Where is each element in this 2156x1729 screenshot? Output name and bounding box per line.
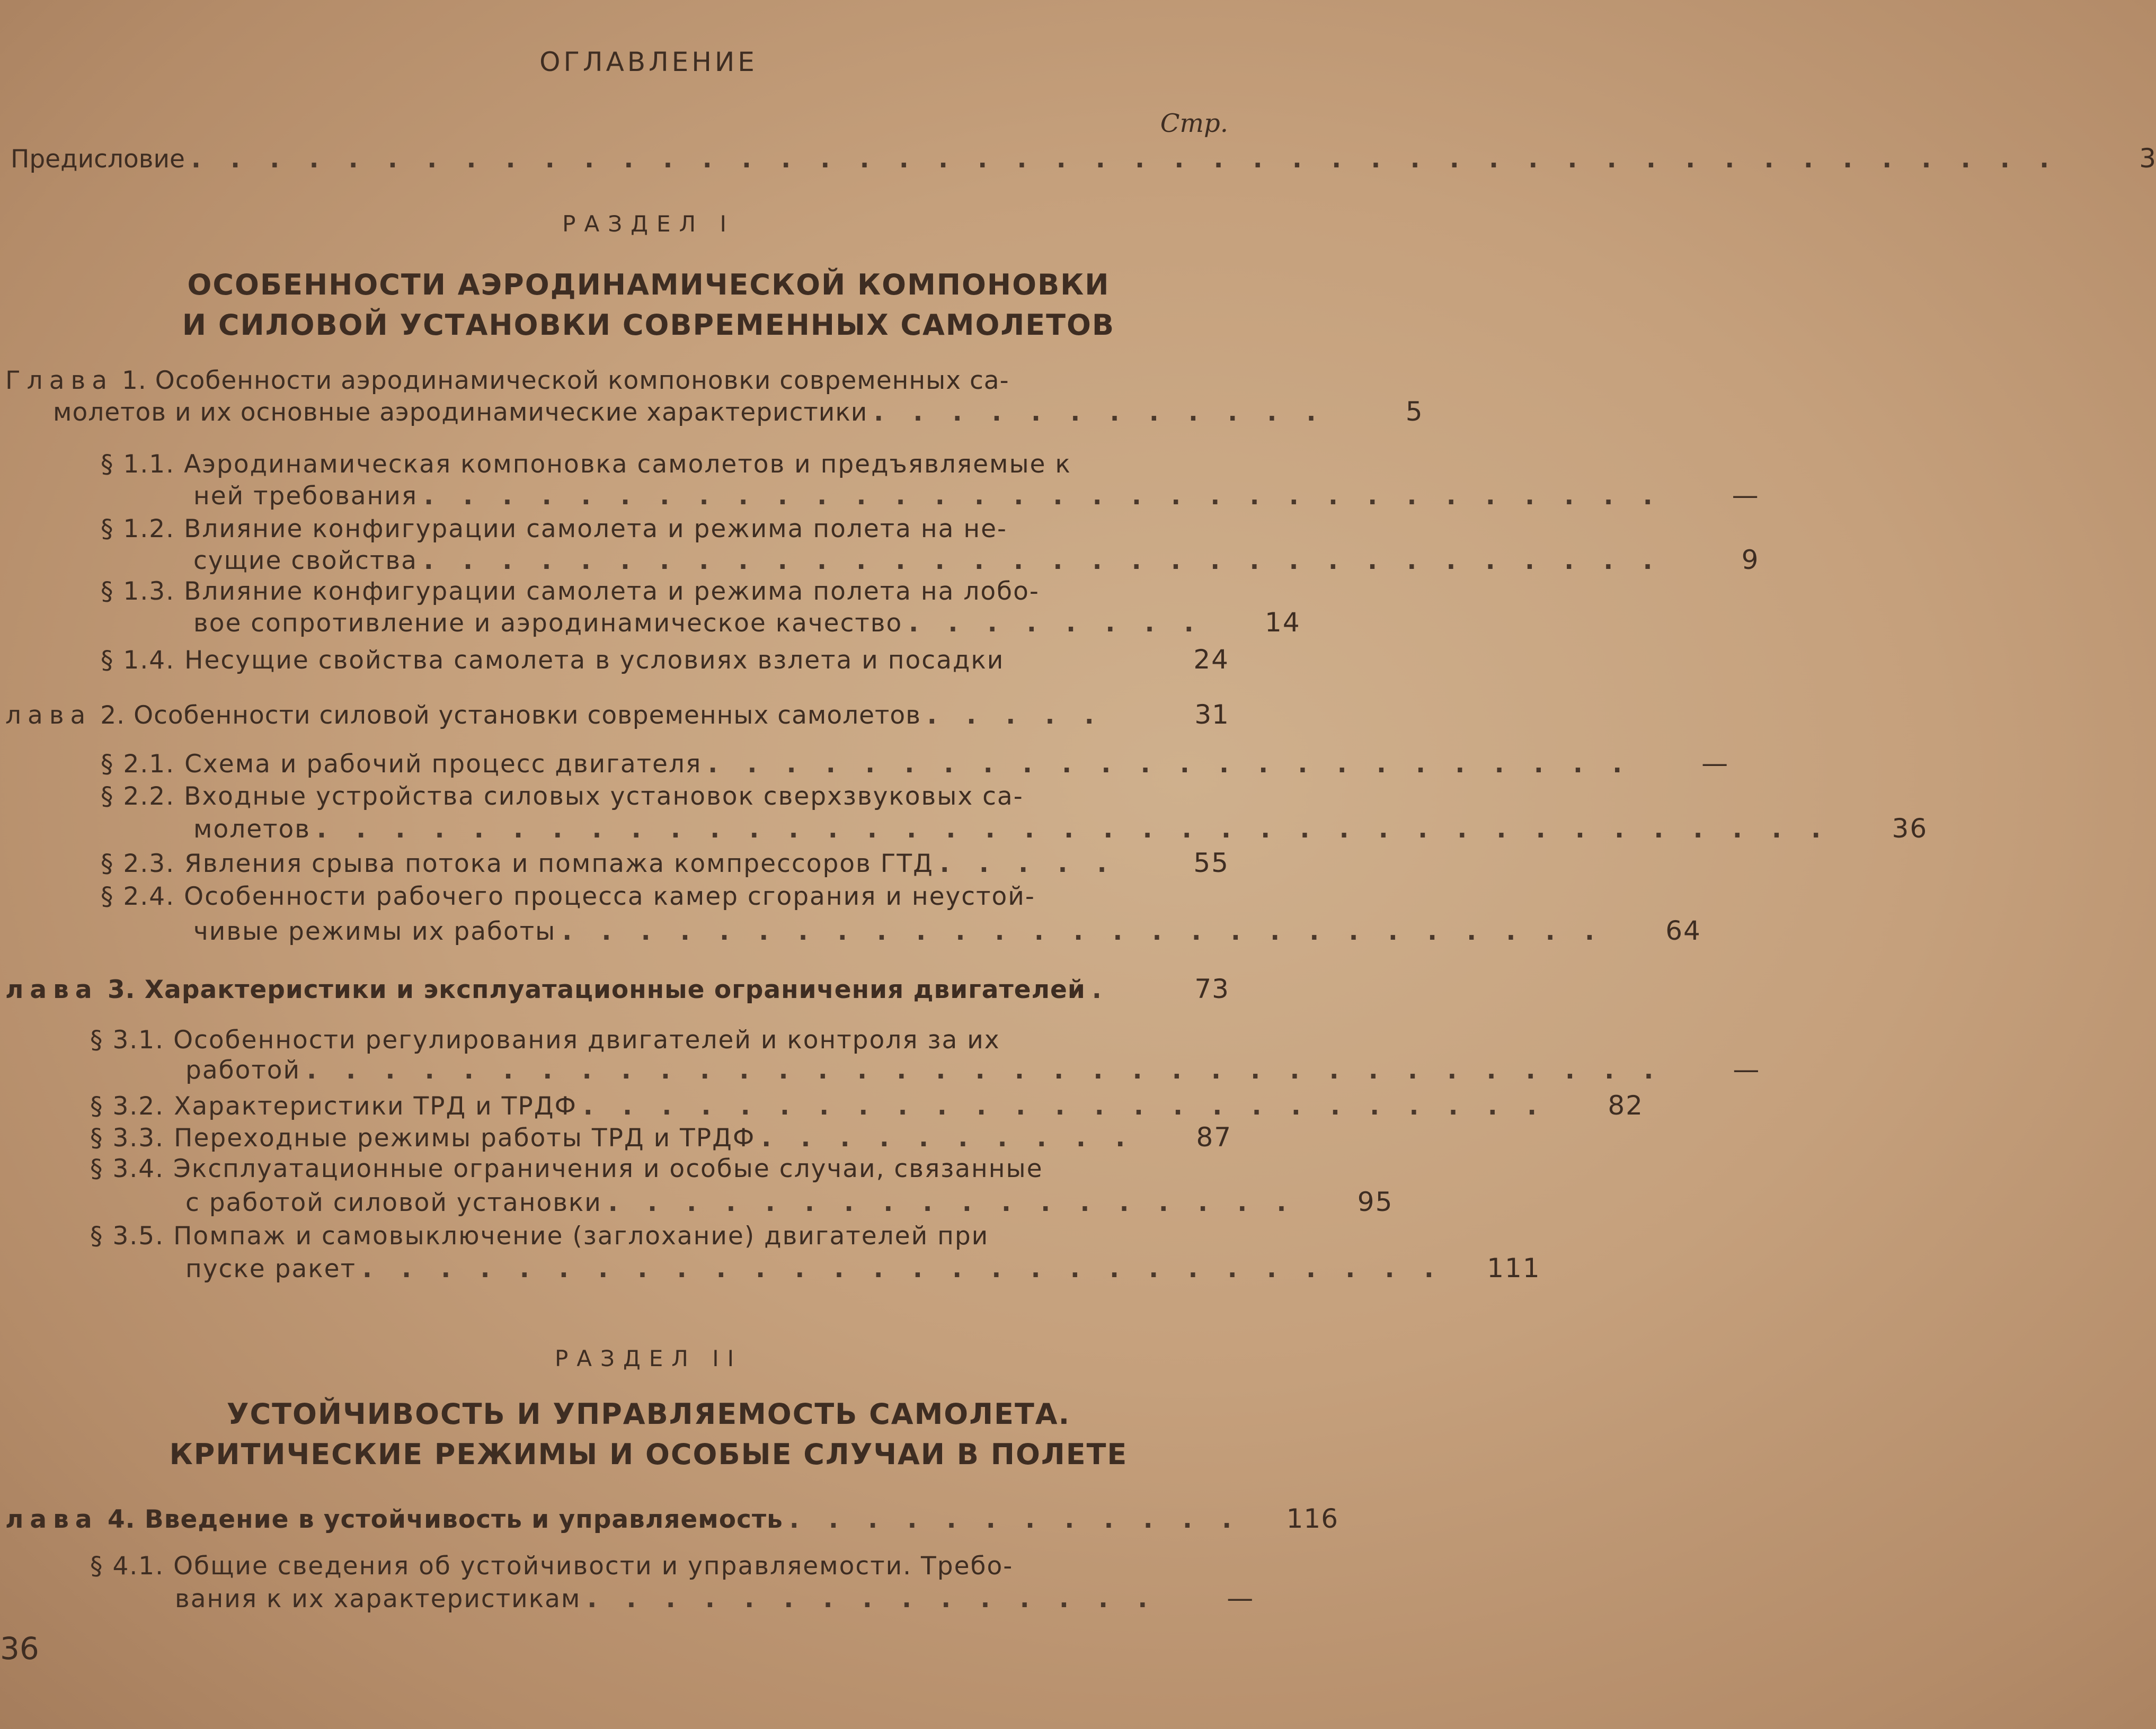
- page-number: 36: [0, 1630, 39, 1666]
- leader-dots: . . . . . . . . . . . . . . .: [587, 1584, 1158, 1614]
- section-title: [0, 1394, 1297, 1475]
- paragraph-number: § 2.2.: [101, 782, 175, 811]
- toc-paragraph-3-5-line2[interactable]: [185, 1253, 1541, 1285]
- paragraph-title: Особенности рабочего процесса камер сгорания и неустой-: [184, 882, 1035, 911]
- paragraph-title-cont: вания к их характеристикам: [175, 1584, 581, 1614]
- toc-paragraph-3-1-line2[interactable]: [185, 1054, 1761, 1086]
- paragraph-title: Общие сведения об устойчивости и управляемости. Требо-: [173, 1552, 1014, 1581]
- toc-entry-page: 95: [1357, 1187, 1394, 1217]
- paragraph-title: Эксплуатационные ограничения и особые случаи, связанные: [173, 1154, 1043, 1183]
- chapter-keyword: лава: [5, 975, 99, 1004]
- leader-dots: . . . . . . . . . . . . . . . . . . . . . . . . . . . . . . . .: [424, 482, 1663, 511]
- toc-entry-page: 73: [1194, 974, 1229, 1004]
- leader-dots: . . . . . . . .: [909, 609, 1204, 638]
- toc-paragraph-1-3-line2[interactable]: [193, 607, 1301, 639]
- toc-paragraph-3-1[interactable]: [90, 1025, 1000, 1056]
- paragraph-title: Схема и рабочий процесс двигателя: [184, 750, 702, 779]
- paragraph-number: § 1.4.: [101, 646, 175, 675]
- toc-entry-page: 55: [1193, 848, 1229, 878]
- toc-entry-page: 87: [1196, 1122, 1232, 1153]
- paragraph-number: § 1.2.: [101, 514, 175, 543]
- paragraph-number: § 3.5.: [90, 1222, 165, 1251]
- leader-dots: . . . . . . . . . . . . . . . . . . . . . . . . .: [583, 1092, 1547, 1121]
- paragraph-title-cont: молетов: [193, 815, 311, 844]
- toc-paragraph-1-1-line2[interactable]: [193, 480, 1760, 512]
- toc-entry-text: Предисловие: [11, 145, 185, 174]
- toc-entry-page: 31: [1194, 699, 1229, 730]
- leader-dots: . . . . .: [939, 849, 1117, 878]
- paragraph-number: § 1.1.: [101, 450, 175, 479]
- section-title-line: КРИТИЧЕСКИЕ РЕЖИМЫ И ОСОБЫЕ СЛУЧАИ В ПОЛЕТЕ: [169, 1438, 1128, 1471]
- toc-paragraph-2-4[interactable]: [101, 881, 1035, 912]
- section-title-line: И СИЛОВОЙ УСТАНОВКИ СОВРЕМЕННЫХ САМОЛЕТОВ: [182, 308, 1115, 342]
- toc-entry-page: —: [1227, 1583, 1255, 1614]
- section-title-line: ОСОБЕННОСТИ АЭРОДИНАМИЧЕСКОЙ КОМПОНОВКИ: [187, 268, 1110, 301]
- toc-entry-page: 116: [1286, 1503, 1339, 1534]
- page-title: ОГЛАВЛЕНИЕ: [539, 47, 758, 77]
- chapter-keyword: Глава: [5, 366, 114, 395]
- page-column-label: Стр.: [1160, 109, 1228, 138]
- toc-chapter-4[interactable]: [5, 1503, 1339, 1535]
- chapter-title-cont: молетов и их основные аэродинамические характеристики: [53, 398, 868, 427]
- toc-entry-page: 111: [1487, 1253, 1541, 1284]
- toc-chapter-3[interactable]: [5, 974, 1229, 1005]
- toc-entry-page: 24: [1193, 644, 1229, 675]
- toc-entry-page: 14: [1265, 607, 1301, 638]
- paragraph-title: Аэродинамическая компоновка самолетов и предъявляемые к: [184, 450, 1071, 479]
- paragraph-number: § 2.1.: [101, 750, 175, 779]
- paragraph-title-cont: с работой силовой установки: [185, 1188, 602, 1217]
- toc-chapter-1[interactable]: [5, 366, 1219, 396]
- toc-entry-page: —: [1733, 1054, 1761, 1085]
- toc-paragraph-3-4-line2[interactable]: [185, 1187, 1394, 1218]
- chapter-number: 3.: [98, 975, 136, 1004]
- toc-paragraph-2-2-line2[interactable]: [193, 813, 1928, 845]
- paragraph-title-cont: сущие свойства: [193, 546, 418, 575]
- chapter-number: 1.: [113, 366, 147, 395]
- toc-paragraph-3-4[interactable]: [90, 1154, 1043, 1184]
- paragraph-number: § 4.1.: [90, 1552, 165, 1581]
- paragraph-title-cont: вое сопротивление и аэродинамическое качество: [193, 609, 903, 638]
- chapter-title: Характеристики и эксплуатационные ограничения двигателей: [135, 975, 1086, 1004]
- toc-entry-page: 82: [1608, 1090, 1644, 1121]
- chapter-number: 4.: [98, 1505, 136, 1534]
- paragraph-title: Помпаж и самовыключение (заглохание) двигателей при: [173, 1222, 989, 1251]
- toc-paragraph-3-5[interactable]: [90, 1221, 989, 1252]
- chapter-number: 2.: [92, 701, 126, 730]
- toc-paragraph-1-3[interactable]: [101, 576, 1040, 607]
- paragraph-title: Характеристики ТРД и ТРДФ: [174, 1092, 577, 1121]
- toc-paragraph-1-2[interactable]: [101, 514, 1007, 545]
- chapter-title: Особенности аэродинамической компоновки современных са-: [146, 366, 1009, 395]
- leader-dots: . . . . . . . . . . . . . . . . . . . . . . . .: [708, 750, 1633, 779]
- chapter-keyword: лава: [5, 1505, 99, 1534]
- chapter-title: Введение в устойчивость и управляемость: [135, 1505, 783, 1534]
- paragraph-number: § 2.3.: [101, 849, 175, 878]
- paragraph-number: § 1.3.: [101, 577, 175, 606]
- leader-dots: . . . . . . . . . . . . . . . . . . . . . . . . . . . .: [362, 1254, 1444, 1284]
- leader-dots: . . . . . . . . . .: [761, 1124, 1136, 1153]
- paragraph-number: § 3.3.: [90, 1124, 165, 1153]
- paragraph-title-cont: чивые режимы их работы: [193, 917, 556, 946]
- toc-entry-page: —: [1701, 748, 1729, 779]
- toc-paragraph-2-3[interactable]: [101, 848, 1229, 879]
- paragraph-title: Переходные режимы работы ТРД и ТРДФ: [174, 1124, 756, 1153]
- leader-dots: . . . . . . . . . . . . . . . . . . . . . . . . . . . . . . . . . . . . . . .: [317, 815, 1832, 844]
- leader-dots: . . . . . . . . . . . . . . . . . .: [608, 1188, 1297, 1217]
- toc-paragraph-4-1[interactable]: [90, 1551, 1013, 1582]
- leader-dots: . . . . .: [927, 701, 1105, 730]
- toc-paragraph-3-3[interactable]: [90, 1122, 1232, 1154]
- section-title-line: УСТОЙЧИВОСТЬ И УПРАВЛЯЕМОСТЬ САМОЛЕТА.: [226, 1397, 1071, 1431]
- paragraph-number: § 2.4.: [101, 882, 175, 911]
- paragraph-title: Явления срыва потока и помпажа компрессоров ГТД: [184, 849, 934, 878]
- paragraph-title: Входные устройства силовых установок сверхзвуковых са-: [184, 782, 1024, 811]
- chapter-title: Особенности силовой установки современных самолетов: [125, 701, 921, 730]
- leader-dots: . . . . . . . . . . . . . . . . . . . . . . . . . . . . . . . . . . .: [307, 1056, 1664, 1085]
- paragraph-number: § 3.4.: [90, 1154, 165, 1183]
- toc-entry-preface[interactable]: [11, 143, 2156, 175]
- toc-entry-page: —: [1732, 480, 1760, 511]
- section-label: РАЗДЕЛ I: [562, 211, 735, 237]
- leader-dots: . . . . . . . . . . . . . . . . . . . . . . . . . . . . . . . . . . . . . . . . . . . . . . . .: [191, 145, 2060, 174]
- toc-paragraph-1-1[interactable]: [101, 449, 1071, 480]
- paragraph-title-cont: ней требования: [193, 482, 418, 511]
- toc-paragraph-3-2[interactable]: [90, 1090, 1644, 1122]
- toc-entry-page: 36: [1892, 813, 1928, 844]
- toc-entry-page: 9: [1741, 545, 1760, 575]
- leader-dots: . . . . . . . . . . . .: [789, 1505, 1243, 1534]
- leader-dots: .: [1092, 975, 1112, 1004]
- section-label: РАЗДЕЛ II: [554, 1345, 743, 1371]
- section-title: [0, 265, 1297, 345]
- leader-dots: . . . . . . . . . . . . . . . . . . . . . . . . . . .: [562, 917, 1605, 946]
- paragraph-title-cont: пуске ракет: [185, 1254, 356, 1284]
- paragraph-title: Несущие свойства самолета в условиях взлета и посадки: [184, 646, 1005, 675]
- toc-paragraph-2-2[interactable]: [101, 781, 1024, 812]
- toc-entry-page: 64: [1665, 915, 1701, 946]
- chapter-keyword: лава: [5, 701, 92, 730]
- toc-paragraph-2-4-line2[interactable]: [193, 915, 1701, 947]
- toc-chapter-2[interactable]: [5, 699, 1229, 731]
- paragraph-number: § 3.1.: [90, 1026, 165, 1055]
- paragraph-title-cont: работой: [185, 1056, 301, 1085]
- toc-paragraph-1-2-line2[interactable]: [193, 545, 1760, 576]
- toc-entry-page: 3: [2139, 143, 2156, 174]
- toc-paragraph-4-1-line2[interactable]: [175, 1583, 1255, 1615]
- toc-chapter-1-line2[interactable]: [53, 396, 1423, 428]
- paragraph-title: Влияние конфигурации самолета и режима полета на не-: [184, 514, 1007, 543]
- leader-dots: . . . . . . . . . . . . . . . . . . . . . . . . . . . . . . . .: [423, 546, 1663, 575]
- toc-paragraph-1-4[interactable]: [101, 644, 1229, 676]
- paragraph-title: Особенности регулирования двигателей и контроля за их: [173, 1026, 1000, 1055]
- toc-entry-page: 5: [1405, 396, 1423, 427]
- paragraph-title: Влияние конфигурации самолета и режима полета на лобо-: [184, 577, 1040, 606]
- toc-paragraph-2-1[interactable]: [101, 748, 1729, 780]
- paragraph-number: § 3.2.: [90, 1092, 165, 1121]
- leader-dots: . . . . . . . . . . . .: [874, 398, 1327, 427]
